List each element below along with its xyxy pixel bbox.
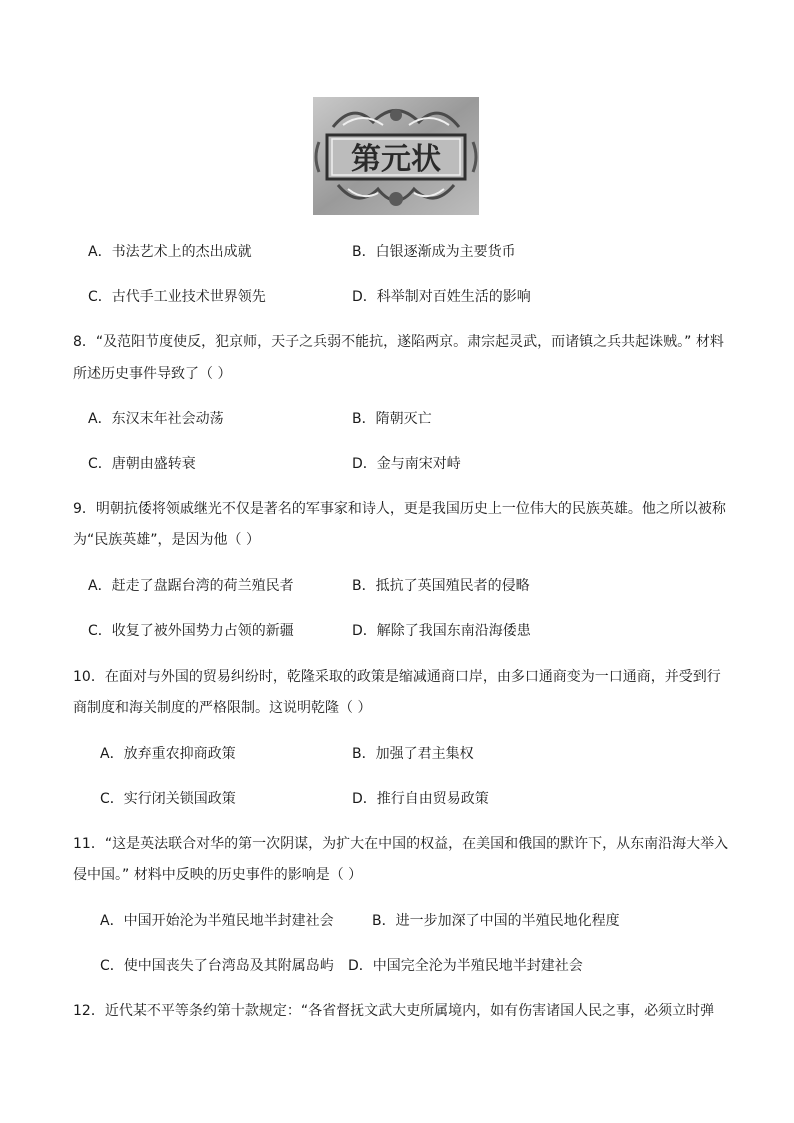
q11-option-b: B．进一步加深了中国的半殖民地化程度 [372, 913, 620, 929]
q9-stem-line2: 为“民族英雄”，是因为他（ ） [73, 532, 260, 548]
q11-option-c: C．使中国丧失了台湾岛及其附属岛屿 [100, 958, 334, 974]
q10-option-a: A．放弃重农抑商政策 [100, 746, 236, 762]
q10-stem-line1: 10．在面对与外国的贸易纠纷时，乾隆采取的政策是缩减通商口岸，由多口通商变为一口通商，并受到行 [73, 669, 721, 685]
q7-option-a: A．书法艺术上的杰出成就 [88, 244, 252, 260]
q8-option-c: C．唐朝由盛转衰 [88, 456, 196, 472]
q7-option-c: C．古代手工业技术世界领先 [88, 289, 266, 305]
q7-option-d: D．科举制对百姓生活的影响 [352, 289, 531, 305]
plaque-inscription: 第元状 [351, 142, 441, 177]
q11-stem-line2: 侵中国。” 材料中反映的历史事件的影响是（ ） [73, 867, 363, 883]
q11-stem-line1: 11．“这是英法联合对华的第一次阴谋，为扩大在中国的权益，在美国和俄国的默许下，从东南沿海大举入 [73, 836, 729, 852]
q10-option-d: D．推行自由贸易政策 [352, 791, 489, 807]
q12-stem-line1: 12．近代某不平等条约第十款规定：“各省督抚文武大吏所属境内，如有伤害诸国人民之事，必须立时弹 [73, 1003, 715, 1019]
q10-option-c: C．实行闭关锁国政策 [100, 791, 236, 807]
q9-stem-line1: 9．明朝抗倭将领戚继光不仅是著名的军事家和诗人，更是我国历史上一位伟大的民族英雄。他之所以被称 [73, 501, 726, 517]
q10-stem-line2: 商制度和海关制度的严格限制。这说明乾隆（ ） [73, 700, 372, 716]
q9-option-a: A．赶走了盘踞台湾的荷兰殖民者 [88, 578, 294, 594]
q7-option-b: B．白银逐渐成为主要货币 [352, 244, 516, 260]
q8-option-a: A．东汉末年社会动荡 [88, 411, 224, 427]
q8-stem-line2: 所述历史事件导致了（ ） [73, 366, 232, 382]
q9-option-d: D．解除了我国东南沿海倭患 [352, 623, 531, 639]
q11-option-d: D．中国完全沦为半殖民地半封建社会 [348, 958, 583, 974]
q8-option-b: B．隋朝灭亡 [352, 411, 432, 427]
q8-stem-line1: 8．“及范阳节度使反，犯京师，天子之兵弱不能抗，遂陷两京。肃宗起灵武，而诸镇之兵共起诛贼。” 材料 [73, 334, 724, 350]
zhuangyuan-plaque-image [313, 97, 479, 215]
q9-option-c: C．收复了被外国势力占领的新疆 [88, 623, 294, 639]
q11-option-a: A．中国开始沦为半殖民地半封建社会 [100, 913, 334, 929]
q10-option-b: B．加强了君主集权 [352, 746, 474, 762]
q9-option-b: B．抵抗了英国殖民者的侵略 [352, 578, 530, 594]
q8-option-d: D．金与南宋对峙 [352, 456, 461, 472]
